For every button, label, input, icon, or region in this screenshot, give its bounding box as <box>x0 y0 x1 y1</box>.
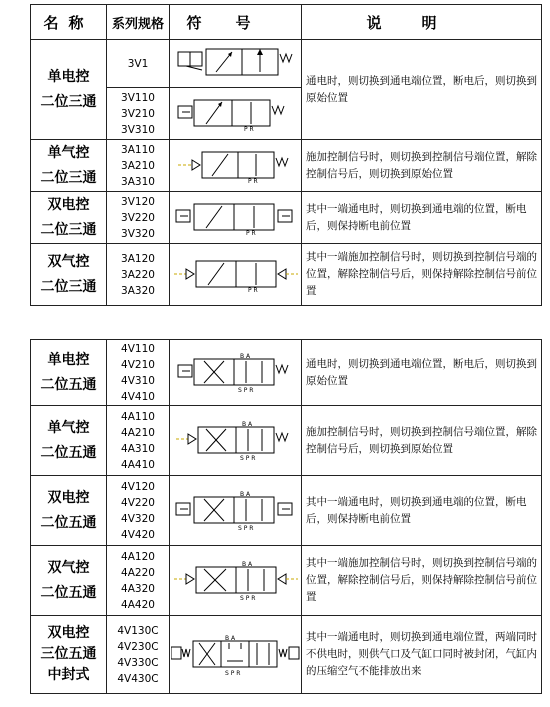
description: 施加控制信号时，则切换到控制信号端位置，解除控制信号后，则切换到原始位置 <box>302 140 542 192</box>
svg-text:P R: P R <box>247 177 258 184</box>
symbol-cell <box>170 140 302 192</box>
header-series: 系列规格 <box>107 5 170 40</box>
description: 其中一端施加控制信号时，则切换到控制信号端的位置，解除控制信号后，则保持解除控制信号前位置 <box>302 244 542 306</box>
svg-text:B A: B A <box>241 420 252 428</box>
series-cell: 3A110 3A210 3A310 <box>107 140 170 192</box>
valve-symbol-single-solenoid-5port <box>176 353 296 393</box>
table-row <box>31 476 542 546</box>
table-row <box>31 546 542 616</box>
symbol-cell <box>170 88 302 140</box>
description: 施加控制信号时，则切换到控制信号端位置，解除控制信号后，则切换到原始位置 <box>302 406 542 476</box>
description: 其中一端通电时，则切换到通电端的位置，断电后，则保持断电前位置 <box>302 476 542 546</box>
svg-text:S P R: S P R <box>239 594 255 601</box>
valve-symbol-air-3port <box>176 148 296 184</box>
series-cell: 4V110 4V210 4V310 4V410 <box>107 340 170 406</box>
table-row <box>31 40 542 88</box>
valve-table-top <box>30 4 542 306</box>
svg-text:B A: B A <box>239 352 250 360</box>
series-cell: 3V120 3V220 3V320 <box>107 192 170 244</box>
description: 其中一端施加控制信号时，则切换到控制信号端的位置，解除控制信号后，则保持解除控制信号前位置 <box>302 546 542 616</box>
valve-name: 双电控 三位五通 中封式 <box>31 616 107 694</box>
svg-text:P R: P R <box>245 229 256 236</box>
table-row <box>31 244 542 306</box>
valve-name: 双气控 二位三通 <box>31 244 107 306</box>
table-row <box>31 406 542 476</box>
valve-name: 双电控 二位五通 <box>31 476 107 546</box>
svg-text:B A: B A <box>241 560 252 568</box>
valve-symbol-double-solenoid-3port <box>174 200 298 236</box>
symbol-cell <box>170 476 302 546</box>
valve-name: 单气控 二位三通 <box>31 140 107 192</box>
symbol-cell <box>170 40 302 88</box>
svg-text:P R: P R <box>247 286 258 293</box>
valve-symbol-double-air-3port <box>174 257 298 293</box>
valve-symbol-single-air-5port <box>176 421 296 461</box>
svg-text:B A: B A <box>239 490 250 498</box>
symbol-cell <box>170 340 302 406</box>
valve-symbol-2pos-3port <box>176 96 296 132</box>
series-cell: 3A120 3A220 3A320 <box>107 244 170 306</box>
description: 通电时，则切换到通电端位置，断电后，则切换到原始位置 <box>302 340 542 406</box>
table-row <box>31 616 542 694</box>
series-cell: 3V110 3V210 3V310 <box>107 88 170 140</box>
series-cell: 4A120 4A220 4A320 4A420 <box>107 546 170 616</box>
valve-symbol-double-air-5port <box>174 561 298 601</box>
description: 其中一端通电时，则切换到通电端位置，两端同时不供电时，则供气口及气缸口同时被封闭，气缸内的压缩空气不能排放出来 <box>302 616 542 694</box>
series-cell: 3V1 <box>107 40 170 88</box>
series-cell: 4V120 4V220 4V320 4V420 <box>107 476 170 546</box>
header-description: 说明 <box>302 5 542 40</box>
table-row <box>31 192 542 244</box>
description: 其中一端通电时，则切换到通电端的位置，断电后，则保持断电前位置 <box>302 192 542 244</box>
valve-name: 单气控 二位五通 <box>31 406 107 476</box>
symbol-cell <box>170 192 302 244</box>
svg-text:S P R: S P R <box>224 669 240 677</box>
symbol-cell <box>170 616 302 694</box>
valve-name: 单电控 二位五通 <box>31 340 107 406</box>
valve-name: 双气控 二位五通 <box>31 546 107 616</box>
symbol-cell <box>170 244 302 306</box>
symbol-cell <box>170 406 302 476</box>
svg-text:S P R: S P R <box>237 386 253 393</box>
header-symbol: 符号 <box>170 5 302 40</box>
valve-symbol-3v1 <box>176 44 296 84</box>
valve-symbol-double-solenoid-5port <box>174 491 298 531</box>
svg-text:P R: P R <box>243 125 254 132</box>
description: 通电时，则切换到通电端位置，断电后，则切换到原始位置 <box>302 40 542 140</box>
svg-text:S P R: S P R <box>239 454 255 461</box>
valve-table-bottom <box>30 339 542 694</box>
symbol-cell <box>170 546 302 616</box>
svg-text:S P R: S P R <box>237 524 253 531</box>
series-cell: 4A110 4A210 4A310 4A410 <box>107 406 170 476</box>
table-row <box>31 140 542 192</box>
header-name: 名称 <box>31 5 107 40</box>
table-row <box>31 340 542 406</box>
series-cell: 4V130C 4V230C 4V330C 4V430C <box>107 616 170 694</box>
header-row <box>31 5 542 40</box>
valve-name: 双电控 二位三通 <box>31 192 107 244</box>
svg-text:B A: B A <box>224 634 235 642</box>
valve-name: 单电控 二位三通 <box>31 40 107 140</box>
valve-symbol-3pos-5port-closed <box>171 633 301 677</box>
